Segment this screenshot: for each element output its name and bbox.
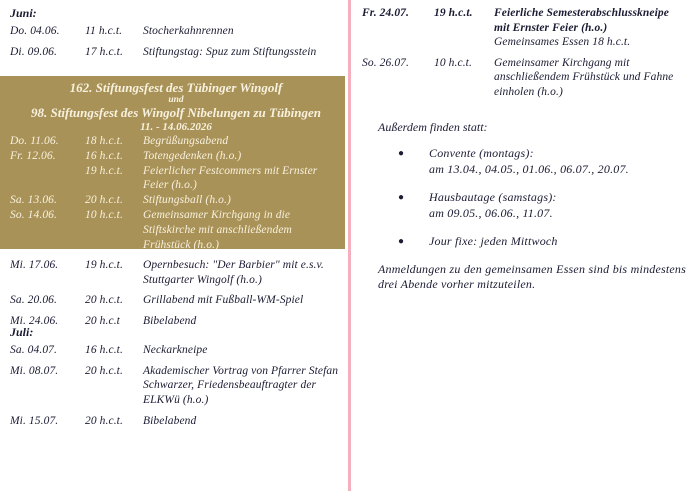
event-time: 18 h.c.t.	[85, 135, 123, 147]
event-description: Bibelabend	[143, 415, 197, 427]
juli-section-right	[362, 6, 684, 105]
event-time: 20 h.c.t.	[85, 364, 123, 377]
event-date: Mi. 24.06.	[10, 314, 59, 327]
event-description: Stiftungsball (h.o.)	[143, 194, 231, 207]
event-time: 10 h.c.t.	[434, 56, 472, 69]
event-date: Sa. 20.06.	[10, 294, 57, 306]
juli-section	[0, 325, 359, 435]
schedule-row	[10, 149, 342, 164]
stiftungsfest-highlight-box	[0, 76, 345, 249]
event-time: 16 h.c.t.	[85, 344, 123, 356]
event-time: 11 h.c.t.	[85, 25, 123, 37]
event-date: Fr. 24.07.	[362, 7, 410, 19]
event-time: 20 h.c.t.	[85, 294, 123, 306]
note-paragraph: Anmeldungen zu den gemeinsamen Essen sind bis mindestens drei Abende vorher mitzuteilen.	[378, 262, 686, 291]
event-date: So. 26.07.	[362, 56, 409, 69]
event-time: 17 h.c.t.	[85, 45, 123, 58]
schedule-row	[10, 293, 356, 308]
event-description: Stocherkahnrennen	[143, 25, 234, 37]
bullet-list	[398, 146, 678, 263]
event-description: Neckarkneipe	[143, 344, 208, 356]
schedule-row	[10, 164, 342, 194]
event-date: So. 14.06.	[10, 208, 57, 221]
event-description-bold: Feierliche Semesterabschlusskneipe mit Ernster Feier (h.o.)	[494, 7, 669, 34]
event-description: Begrüßungsabend	[143, 135, 229, 147]
fest-date-range: 11. - 14.06.2026	[140, 121, 212, 133]
list-item	[398, 234, 678, 250]
bullet-icon: ●	[398, 148, 405, 159]
event-description: Feierlicher Festcommers mit Ernster Feier (h.o.)	[143, 164, 318, 192]
schedule-row	[362, 6, 684, 50]
schedule-row	[10, 414, 356, 429]
also-heading: Außerdem finden statt:	[378, 120, 488, 134]
event-time: 19 h.c.t.	[85, 259, 123, 271]
bullet-text	[429, 234, 678, 250]
event-date: Mi. 08.07.	[10, 364, 59, 377]
schedule-row	[10, 24, 356, 39]
bullet-title: Jour fixe: jeden Mittwoch	[429, 234, 558, 248]
bullet-text	[429, 190, 678, 221]
schedule-row	[10, 364, 356, 408]
schedule-row	[362, 56, 684, 100]
event-date: Mi. 15.07.	[10, 415, 59, 427]
event-date: Do. 04.06.	[10, 25, 60, 37]
fest-title-1: 162. Stiftungsfest des Tübinger Wingolf	[69, 80, 283, 95]
event-date: Do. 11.06.	[10, 135, 59, 147]
event-description: Stiftungstag: Spuz zum Stiftungsstein	[143, 45, 317, 58]
schedule-row	[10, 258, 356, 287]
event-date: Fr. 12.06.	[10, 149, 56, 162]
bullet-icon: ●	[398, 236, 405, 247]
bullet-text	[429, 146, 678, 177]
schedule-row	[10, 343, 356, 358]
bullet-title: Convente (montags):	[429, 146, 534, 160]
event-description: Gemeinsamer Kirchgang mit anschließendem Frühstück und Fahne einholen (h.o.)	[494, 56, 674, 98]
june-section-continued	[0, 258, 359, 334]
month-heading-june: Juni:	[10, 6, 37, 20]
event-date: Mi. 17.06.	[10, 259, 59, 271]
event-date: Sa. 04.07.	[10, 344, 57, 356]
event-description: Opernbesuch: "Der Barbier" mit e.s.v. Stuttgarter Wingolf (h.o.)	[143, 259, 324, 286]
event-date: Sa. 13.06.	[10, 194, 57, 207]
list-item	[398, 190, 678, 221]
event-description	[494, 6, 684, 50]
event-time: 19 h.c.t.	[85, 164, 123, 177]
event-date: Di. 09.06.	[10, 45, 57, 58]
event-description: Gemeinsamer Kirchgang in die Stiftskirche mit anschließendem Frühstück (h.o.)	[143, 208, 292, 251]
event-description-note: Gemeinsames Essen 18 h.c.t.	[494, 36, 631, 48]
month-heading-juli: Juli:	[10, 325, 34, 339]
event-description: Grillabend mit Fußball-WM-Spiel	[143, 294, 304, 306]
june-section	[0, 6, 359, 65]
event-time: 10 h.c.t.	[85, 208, 123, 221]
event-description: Bibelabend	[143, 314, 197, 327]
event-time: 20 h.c.t.	[85, 415, 123, 427]
event-time: 20 h.c.t.	[85, 194, 123, 207]
schedule-row	[10, 134, 342, 149]
event-time: 19 h.c.t.	[434, 7, 473, 19]
fest-connector: und	[168, 95, 184, 105]
bullet-icon: ●	[398, 192, 405, 203]
event-description: Akademischer Vortrag von Pfarrer Stefan Schwarzer, Friedensbeauftragter der ELKWü (h.o.)	[143, 364, 339, 406]
event-time: 16 h.c.t.	[85, 149, 123, 162]
event-description: Totengedenken (h.o.)	[143, 149, 242, 162]
event-date	[10, 164, 85, 194]
schedule-row	[10, 193, 342, 208]
schedule-row	[10, 208, 342, 252]
list-item	[398, 146, 678, 177]
bullet-detail: am 09.05., 06.06., 11.07.	[429, 205, 553, 220]
bullet-title: Hausbautage (samstags):	[429, 190, 557, 204]
schedule-row	[10, 45, 356, 60]
bullet-detail: am 13.04., 04.05., 01.06., 06.07., 20.07.	[429, 161, 629, 176]
event-time: 20 h.c.t	[85, 314, 120, 327]
fest-title-2: 98. Stiftungsfest des Wingolf Nibelungen zu Tübingen	[30, 105, 322, 120]
